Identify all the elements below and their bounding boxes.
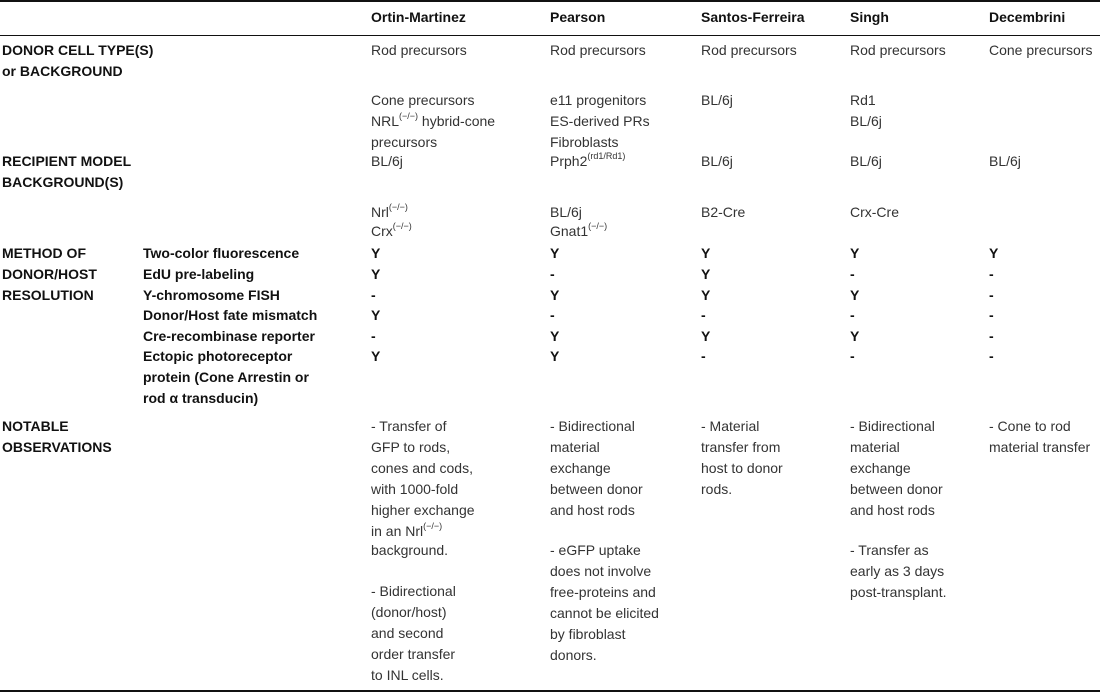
row-label-method-line1: METHOD OF [2, 245, 86, 261]
column-header-ortin-martinez: Ortin-Martinez [371, 9, 466, 25]
method-value: - [701, 348, 706, 364]
recipient-c2-b2: Gnat1(−/−) [550, 221, 608, 239]
method-value: - [989, 348, 994, 364]
method-value: Y [550, 245, 560, 261]
method-name: Y-chromosome FISH [143, 287, 280, 303]
method-value: - [371, 328, 376, 344]
method-name: Cre-recombinase reporter [143, 328, 315, 344]
donor-c2-a: Rod precursors [550, 42, 646, 58]
method-value: - [550, 307, 555, 323]
method-value: Y [550, 287, 560, 303]
table-bottom-rule [0, 690, 1100, 692]
donor-c2-b1: e11 progenitors [550, 92, 647, 108]
donor-c5-a: Cone precursors [989, 42, 1093, 58]
row-label-notable-line2: OBSERVATIONS [2, 439, 112, 455]
donor-c3-a: Rod precursors [701, 42, 797, 58]
method-value: Y [550, 348, 560, 364]
method-value: - [550, 266, 555, 282]
table-top-rule [0, 0, 1100, 2]
method-value: - [701, 307, 706, 323]
notable-c1-a: - Transfer of GFP to rods, cones and cods, with 1000-fold higher exchange [371, 418, 475, 518]
column-header-pearson: Pearson [550, 9, 606, 25]
notable-c5-a: - Cone to rod material transfer [989, 418, 1091, 455]
donor-c4-b1: Rd1 [850, 92, 876, 108]
row-label-notable-line1: NOTABLE [2, 418, 69, 434]
method-value: - [989, 307, 994, 323]
method-value: Y [701, 328, 711, 344]
method-value: Y [701, 245, 711, 261]
method-value: Y [371, 348, 381, 364]
method-value: Y [850, 245, 860, 261]
notable-c1-a6: in an Nrl(−/−) [371, 521, 443, 539]
recipient-c2-b1: BL/6j [550, 204, 582, 220]
row-label-donor-line1: DONOR CELL TYPE(S) [2, 42, 154, 58]
column-header-decembrini: Decembrini [989, 9, 1066, 25]
notable-c2-a: - Bidirectional material exchange between donor and host rods [550, 418, 643, 518]
method-name-cont: rod α transducin) [143, 390, 259, 406]
method-value: Y [371, 266, 381, 282]
method-value: Y [989, 245, 999, 261]
recipient-c4-a: BL/6j [850, 153, 882, 169]
notable-c1-b: - Bidirectional (donor/host) and second order transfer to INL cells. [371, 583, 456, 683]
method-name: Ectopic photoreceptor [143, 348, 293, 364]
donor-c2-b3: Fibroblasts [550, 134, 619, 150]
notable-c4-a: - Bidirectional material exchange between donor and host rods [850, 418, 943, 518]
recipient-c4-b1: Crx-Cre [850, 204, 899, 220]
recipient-c1-b1: Nrl(−/−) [371, 202, 408, 220]
donor-c4-b2: BL/6j [850, 113, 882, 129]
method-name: Two-color fluorescence [143, 245, 300, 261]
donor-c1-b1: Cone precursors [371, 92, 475, 108]
table-header-rule [0, 35, 1100, 36]
recipient-c3-b1: B2-Cre [701, 204, 746, 220]
method-value: - [989, 266, 994, 282]
method-value: - [989, 287, 994, 303]
row-label-method-line3: RESOLUTION [2, 287, 94, 303]
method-value: - [850, 348, 855, 364]
donor-c1-b3: precursors [371, 134, 438, 150]
method-name: EdU pre-labeling [143, 266, 255, 282]
recipient-c5-a: BL/6j [989, 153, 1021, 169]
recipient-c3-a: BL/6j [701, 153, 733, 169]
recipient-c2-a: $Prph2^{(rd1/Rd1)}$ [550, 151, 626, 169]
column-header-santos-ferreira: Santos-Ferreira [701, 9, 805, 25]
method-value: Y [850, 328, 860, 344]
notable-c2-b: - eGFP uptake does not involve free-proteins and cannot be elicited by fibroblast donors. [550, 542, 659, 663]
row-label-donor-line2: or BACKGROUND [2, 63, 123, 79]
recipient-c1-a: BL/6j [371, 153, 403, 169]
method-name: Donor/Host fate mismatch [143, 307, 318, 323]
method-value: Y [850, 287, 860, 303]
method-value: Y [550, 328, 560, 344]
donor-c2-b2: ES-derived PRs [550, 113, 650, 129]
method-value: - [850, 307, 855, 323]
notable-c4-b: - Transfer as early as 3 days post-transplant. [850, 542, 947, 600]
donor-c4-a: Rod precursors [850, 42, 946, 58]
notable-c3-a: - Material transfer from host to donor rods. [701, 418, 783, 497]
method-value: Y [701, 287, 711, 303]
method-value: Y [371, 307, 381, 323]
donor-c3-b1: BL/6j [701, 92, 733, 108]
row-label-recipient-line2: BACKGROUND(S) [2, 174, 124, 190]
method-value: - [989, 328, 994, 344]
row-label-recipient-line1: RECIPIENT MODEL [2, 153, 132, 169]
recipient-c1-b2: Crx(−/−) [371, 221, 412, 239]
donor-c1-a: Rod precursors [371, 42, 467, 58]
method-value: - [850, 266, 855, 282]
method-name-cont: protein (Cone Arrestin or [143, 369, 309, 385]
donor-c1-b2: NRL(−/−) hybrid-cone [371, 111, 496, 129]
method-value: - [371, 287, 376, 303]
row-label-method-line2: DONOR/HOST [2, 266, 97, 282]
method-value: Y [701, 266, 711, 282]
notable-c1-a7: background. [371, 542, 449, 558]
method-value: Y [371, 245, 381, 261]
column-header-singh: Singh [850, 9, 889, 25]
